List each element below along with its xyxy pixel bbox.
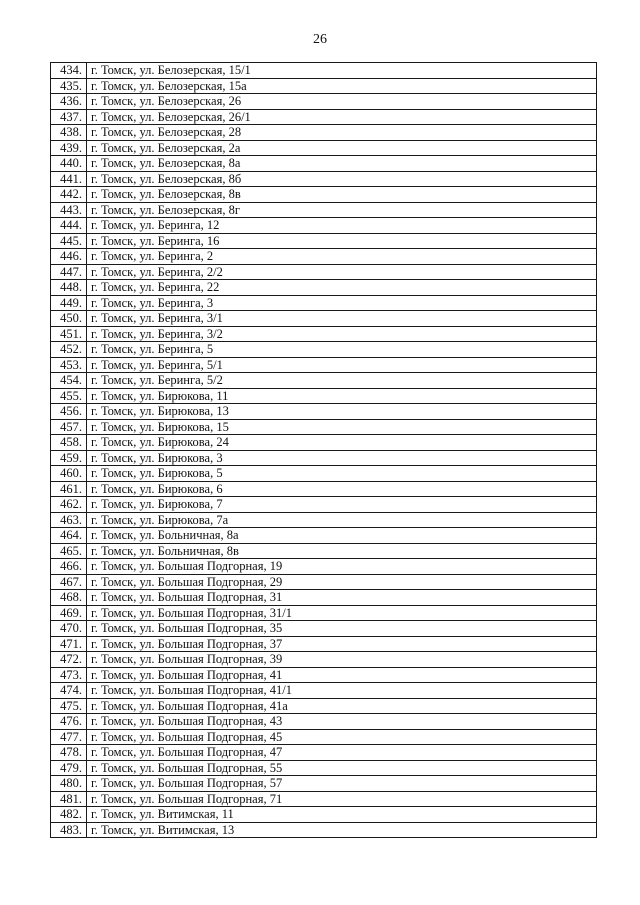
row-address: г. Томск, ул. Белозерская, 15/1	[87, 63, 597, 79]
row-number: 444.	[51, 218, 87, 234]
row-address: г. Томск, ул. Большая Подгорная, 47	[87, 745, 597, 761]
row-number: 481.	[51, 791, 87, 807]
row-number: 440.	[51, 156, 87, 172]
row-address: г. Томск, ул. Белозерская, 8в	[87, 187, 597, 203]
table-row	[51, 543, 597, 559]
row-address: г. Томск, ул. Беринга, 5/1	[87, 357, 597, 373]
row-number: 436.	[51, 94, 87, 110]
table-row	[51, 373, 597, 389]
row-number: 476.	[51, 714, 87, 730]
row-address: г. Томск, ул. Большая Подгорная, 41а	[87, 698, 597, 714]
row-number: 452.	[51, 342, 87, 358]
row-number: 447.	[51, 264, 87, 280]
row-number: 459.	[51, 450, 87, 466]
table-row	[51, 652, 597, 668]
table-row	[51, 125, 597, 141]
row-address: г. Томск, ул. Большая Подгорная, 35	[87, 621, 597, 637]
table-row	[51, 156, 597, 172]
row-number: 475.	[51, 698, 87, 714]
table-row	[51, 481, 597, 497]
row-address: г. Томск, ул. Бирюкова, 7	[87, 497, 597, 513]
row-address: г. Томск, ул. Белозерская, 28	[87, 125, 597, 141]
row-address: г. Томск, ул. Больничная, 8в	[87, 543, 597, 559]
row-address: г. Томск, ул. Беринга, 5	[87, 342, 597, 358]
row-number: 458.	[51, 435, 87, 451]
row-address: г. Томск, ул. Белозерская, 8г	[87, 202, 597, 218]
row-address: г. Томск, ул. Бирюкова, 11	[87, 388, 597, 404]
row-number: 469.	[51, 605, 87, 621]
row-address: г. Томск, ул. Большая Подгорная, 41/1	[87, 683, 597, 699]
table-row	[51, 342, 597, 358]
row-number: 443.	[51, 202, 87, 218]
row-number: 437.	[51, 109, 87, 125]
table-row	[51, 822, 597, 838]
table-row	[51, 714, 597, 730]
row-number: 467.	[51, 574, 87, 590]
row-number: 442.	[51, 187, 87, 203]
row-number: 460.	[51, 466, 87, 482]
table-row	[51, 512, 597, 528]
table-row	[51, 63, 597, 79]
row-address: г. Томск, ул. Большая Подгорная, 19	[87, 559, 597, 575]
row-address: г. Томск, ул. Бирюкова, 13	[87, 404, 597, 420]
row-number: 478.	[51, 745, 87, 761]
row-number: 435.	[51, 78, 87, 94]
table-row	[51, 78, 597, 94]
table-row	[51, 636, 597, 652]
row-address: г. Томск, ул. Белозерская, 8б	[87, 171, 597, 187]
row-address: г. Томск, ул. Беринга, 22	[87, 280, 597, 296]
table-row	[51, 357, 597, 373]
row-address: г. Томск, ул. Витимская, 13	[87, 822, 597, 838]
row-address: г. Томск, ул. Большая Подгорная, 31	[87, 590, 597, 606]
table-row	[51, 667, 597, 683]
row-address: г. Томск, ул. Большая Подгорная, 39	[87, 652, 597, 668]
row-number: 461.	[51, 481, 87, 497]
table-row	[51, 450, 597, 466]
row-address: г. Томск, ул. Белозерская, 8а	[87, 156, 597, 172]
table-row	[51, 311, 597, 327]
table-row	[51, 326, 597, 342]
page-number: 26	[313, 32, 327, 47]
table-row	[51, 683, 597, 699]
row-number: 474.	[51, 683, 87, 699]
row-number: 480.	[51, 776, 87, 792]
row-number: 464.	[51, 528, 87, 544]
row-number: 468.	[51, 590, 87, 606]
row-number: 439.	[51, 140, 87, 156]
row-address: г. Томск, ул. Беринга, 3/1	[87, 311, 597, 327]
table-row	[51, 466, 597, 482]
table-row	[51, 140, 597, 156]
row-number: 473.	[51, 667, 87, 683]
row-number: 479.	[51, 760, 87, 776]
table-row	[51, 202, 597, 218]
table-row	[51, 280, 597, 296]
table-row	[51, 698, 597, 714]
row-address: г. Томск, ул. Большая Подгорная, 43	[87, 714, 597, 730]
row-number: 456.	[51, 404, 87, 420]
table-row	[51, 590, 597, 606]
row-address: г. Томск, ул. Беринга, 12	[87, 218, 597, 234]
row-number: 450.	[51, 311, 87, 327]
row-address: г. Томск, ул. Беринга, 16	[87, 233, 597, 249]
address-table-body	[51, 63, 597, 838]
table-row	[51, 559, 597, 575]
row-number: 448.	[51, 280, 87, 296]
row-address: г. Томск, ул. Бирюкова, 5	[87, 466, 597, 482]
row-address: г. Томск, ул. Бирюкова, 24	[87, 435, 597, 451]
table-row	[51, 388, 597, 404]
row-address: г. Томск, ул. Белозерская, 26	[87, 94, 597, 110]
row-address: г. Томск, ул. Белозерская, 15а	[87, 78, 597, 94]
row-number: 445.	[51, 233, 87, 249]
table-row	[51, 109, 597, 125]
table-row	[51, 791, 597, 807]
row-address: г. Томск, ул. Бирюкова, 15	[87, 419, 597, 435]
table-row	[51, 187, 597, 203]
table-row	[51, 528, 597, 544]
row-address: г. Томск, ул. Бирюкова, 3	[87, 450, 597, 466]
table-row	[51, 621, 597, 637]
row-address: г. Томск, ул. Витимская, 11	[87, 807, 597, 823]
address-table	[50, 62, 597, 838]
row-number: 470.	[51, 621, 87, 637]
row-number: 482.	[51, 807, 87, 823]
row-address: г. Томск, ул. Бирюкова, 7а	[87, 512, 597, 528]
table-row	[51, 218, 597, 234]
row-number: 434.	[51, 63, 87, 79]
row-address: г. Томск, ул. Беринга, 3	[87, 295, 597, 311]
row-address: г. Томск, ул. Белозерская, 2а	[87, 140, 597, 156]
table-row	[51, 605, 597, 621]
row-address: г. Томск, ул. Больничная, 8а	[87, 528, 597, 544]
row-number: 454.	[51, 373, 87, 389]
table-row	[51, 807, 597, 823]
row-address: г. Томск, ул. Большая Подгорная, 41	[87, 667, 597, 683]
row-number: 466.	[51, 559, 87, 575]
table-row	[51, 404, 597, 420]
row-number: 453.	[51, 357, 87, 373]
row-address: г. Томск, ул. Большая Подгорная, 57	[87, 776, 597, 792]
table-row	[51, 574, 597, 590]
table-row	[51, 264, 597, 280]
row-address: г. Томск, ул. Большая Подгорная, 71	[87, 791, 597, 807]
table-row	[51, 435, 597, 451]
row-number: 455.	[51, 388, 87, 404]
row-address: г. Томск, ул. Большая Подгорная, 31/1	[87, 605, 597, 621]
row-address: г. Томск, ул. Беринга, 5/2	[87, 373, 597, 389]
table-row	[51, 249, 597, 265]
row-address: г. Томск, ул. Беринга, 3/2	[87, 326, 597, 342]
row-address: г. Томск, ул. Большая Подгорная, 29	[87, 574, 597, 590]
table-row	[51, 760, 597, 776]
row-number: 472.	[51, 652, 87, 668]
row-number: 441.	[51, 171, 87, 187]
row-number: 463.	[51, 512, 87, 528]
row-address: г. Томск, ул. Беринга, 2/2	[87, 264, 597, 280]
table-row	[51, 729, 597, 745]
table-row	[51, 94, 597, 110]
table-row	[51, 419, 597, 435]
row-address: г. Томск, ул. Белозерская, 26/1	[87, 109, 597, 125]
row-address: г. Томск, ул. Большая Подгорная, 37	[87, 636, 597, 652]
row-number: 438.	[51, 125, 87, 141]
row-number: 451.	[51, 326, 87, 342]
row-number: 471.	[51, 636, 87, 652]
row-address: г. Томск, ул. Большая Подгорная, 55	[87, 760, 597, 776]
row-number: 483.	[51, 822, 87, 838]
row-address: г. Томск, ул. Беринга, 2	[87, 249, 597, 265]
row-number: 457.	[51, 419, 87, 435]
row-number: 462.	[51, 497, 87, 513]
row-number: 446.	[51, 249, 87, 265]
table-row	[51, 233, 597, 249]
table-row	[51, 171, 597, 187]
table-row	[51, 497, 597, 513]
row-address: г. Томск, ул. Бирюкова, 6	[87, 481, 597, 497]
row-number: 449.	[51, 295, 87, 311]
table-row	[51, 295, 597, 311]
row-address: г. Томск, ул. Большая Подгорная, 45	[87, 729, 597, 745]
table-row	[51, 776, 597, 792]
row-number: 477.	[51, 729, 87, 745]
row-number: 465.	[51, 543, 87, 559]
table-row	[51, 745, 597, 761]
